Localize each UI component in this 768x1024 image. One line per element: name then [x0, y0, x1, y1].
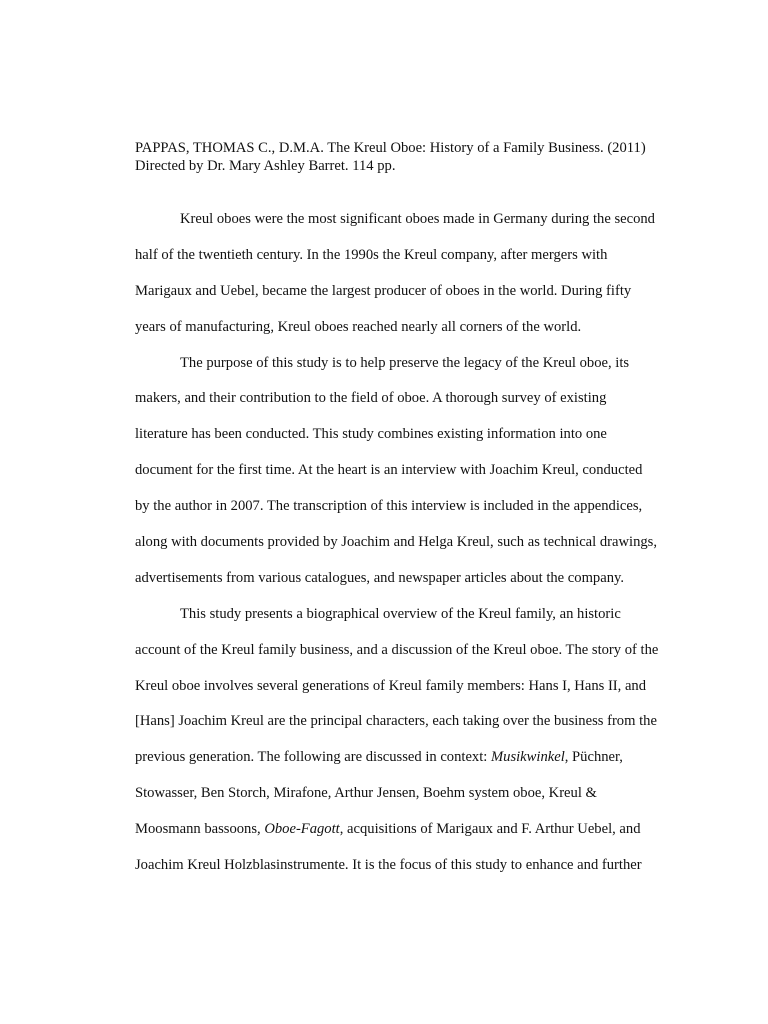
italic-term: Musikwinkel	[490, 749, 565, 766]
text-line: makers, and their contribution to the field of oboe. A thorough survey of existing	[135, 390, 607, 407]
text-line: This study presents a biographical overview of the Kreul family, an historic	[180, 605, 621, 622]
text-line: years of manufacturing, Kreul oboes reached nearly all corners of the world.	[135, 318, 582, 335]
header-citation-line: PAPPAS, THOMAS C., D.M.A. The Kreul Oboe: History of a Family Business. (2011)	[135, 140, 646, 156]
text-line: Marigaux and Uebel, became the largest producer of oboes in the world. During fifty	[135, 282, 632, 299]
text-line: document for the first time. At the heart is an interview with Joachim Kreul, conducted	[135, 462, 643, 479]
text-segment: Moosmann bassoons,	[135, 821, 265, 838]
text-line	[135, 819, 695, 855]
text-line: by the author in 2007. The transcription of this interview is included in the appendices,	[135, 498, 643, 515]
paragraph-1	[135, 209, 695, 353]
text-line: along with documents provided by Joachim and Helga Kreul, such as technical drawings,	[135, 534, 657, 551]
text-segment: previous generation. The following are discussed in context:	[135, 749, 491, 766]
paragraph-3	[135, 604, 695, 891]
italic-term: Oboe-Fagott	[264, 821, 340, 838]
text-segment: , Püchner,	[564, 749, 623, 766]
text-line: account of the Kreul family business, and a discussion of the Kreul oboe. The story of the	[135, 641, 659, 658]
text-line: literature has been conducted. This study combines existing information into one	[135, 426, 607, 443]
paragraph-2	[135, 353, 695, 604]
text-line: Stowasser, Ben Storch, Mirafone, Arthur Jensen, Boehm system oboe, Kreul &	[135, 785, 597, 802]
text-line: advertisements from various catalogues, and newspaper articles about the company.	[135, 569, 624, 586]
text-line: Joachim Kreul Holzblasinstrumente. It is the focus of this study to enhance and further	[135, 857, 642, 874]
text-line: Kreul oboe involves several generations of Kreul family members: Hans I, Hans II, and	[135, 677, 647, 694]
text-line: Kreul oboes were the most significant oboes made in Germany during the second	[180, 211, 655, 227]
text-line	[135, 747, 695, 783]
text-segment: , acquisitions of Marigaux and F. Arthur Uebel, and	[339, 821, 641, 838]
header-director-line: Directed by Dr. Mary Ashley Barret. 114 pp.	[135, 158, 396, 174]
text-line: The purpose of this study is to help preserve the legacy of the Kreul oboe, its	[180, 354, 630, 371]
text-line: half of the twentieth century. In the 1990s the Kreul company, after mergers with	[135, 246, 608, 263]
abstract-body	[135, 209, 695, 891]
text-line: [Hans] Joachim Kreul are the principal characters, each taking over the business from the	[135, 713, 657, 730]
abstract-header	[135, 139, 695, 175]
